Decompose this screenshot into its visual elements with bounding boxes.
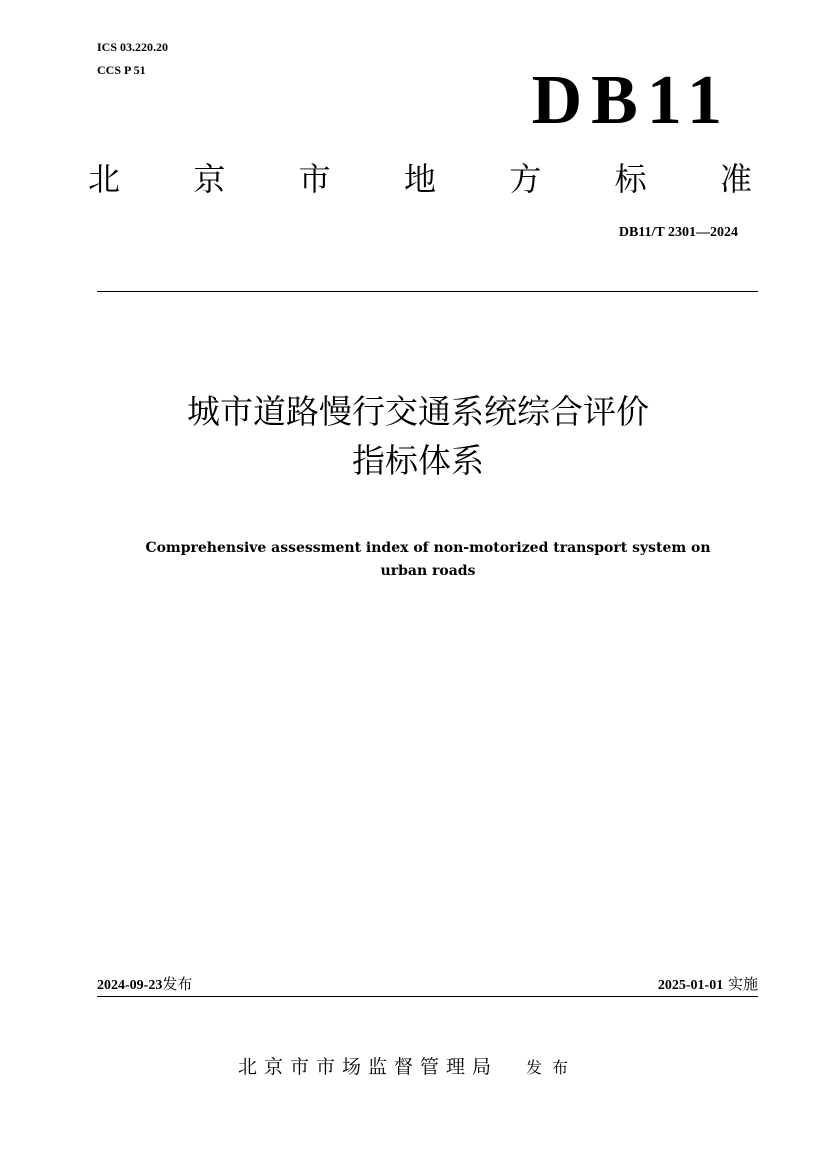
- implement-date: 2025-01-01: [657, 978, 724, 993]
- publish-date: 2024-09-23: [97, 978, 163, 993]
- english-title-line: urban roads: [380, 563, 476, 579]
- category-char: 地: [403, 160, 436, 198]
- publish-label: 发布: [162, 975, 193, 993]
- implement-date-row: [658, 974, 758, 996]
- publish-date-row: [97, 974, 192, 996]
- category-char: 京: [193, 160, 226, 198]
- publisher-row: [238, 1054, 578, 1081]
- category-char: 方: [509, 160, 542, 198]
- footer-divider: [97, 996, 758, 997]
- standard-category: [88, 160, 752, 198]
- category-char: 准: [719, 160, 752, 198]
- chinese-title-line: 指标体系: [352, 441, 484, 480]
- standard-code-logo: DB11: [531, 62, 731, 139]
- publisher-publish-label: 发布: [526, 1058, 579, 1077]
- category-char: 北: [88, 160, 121, 198]
- english-title-line: Comprehensive assessment index of non-motorized transport system on: [145, 540, 711, 556]
- ics-code: ICS 03.220.20: [97, 40, 169, 54]
- header-divider: [97, 291, 758, 292]
- implement-label: 实施: [727, 975, 758, 993]
- standard-number: DB11/T 2301—2024: [618, 225, 738, 240]
- ccs-code: CCS P 51: [97, 63, 146, 77]
- category-char: 市: [298, 160, 331, 198]
- publisher-name: 北京市市场监督管理局: [238, 1056, 499, 1078]
- chinese-title-line: 城市道路慢行交通系统综合评价: [187, 392, 649, 431]
- category-char: 标: [614, 160, 647, 198]
